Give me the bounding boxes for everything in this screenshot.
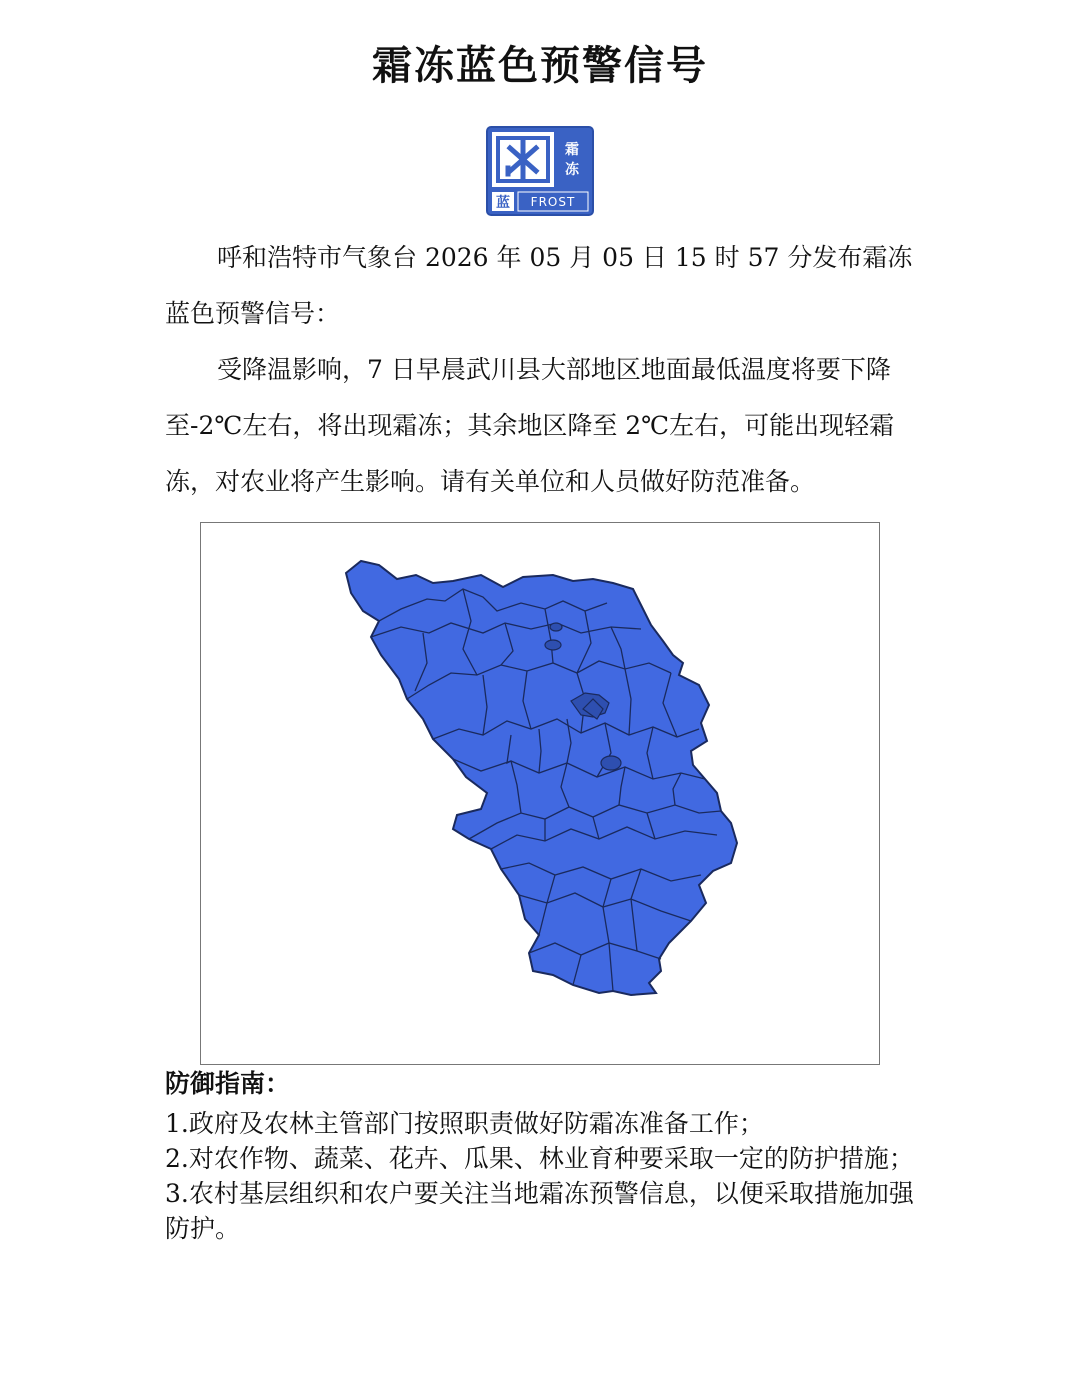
body-paragraph: 受降温影响，7 日早晨武川县大部地区地面最低温度将要下降至-2℃左右，将出现霜冻；其余地区降至 2℃左右，可能出现轻霜冻，对农业将产生影响。请有关单位和人员做好防范准备。 bbox=[165, 355, 895, 496]
issue-paragraph: 呼和浩特市气象台 2026 年 05 月 05 日 15 时 57 分发布霜冻蓝色预警信号： bbox=[165, 243, 913, 328]
guide-item: 2.对农作物、蔬菜、花卉、瓜果、林业育种要采取一定的防护措施； bbox=[165, 1144, 914, 1173]
guide-title: 防御指南： bbox=[165, 1069, 291, 1098]
icon-side-text-1: 霜 bbox=[565, 142, 579, 158]
page-title: 霜冻蓝色预警信号 bbox=[372, 43, 708, 89]
icon-label: FROST bbox=[530, 195, 576, 209]
icon-level-text: 蓝 bbox=[496, 195, 510, 211]
guide-item: 1.政府及农林主管部门按照职责做好防霜冻准备工作； bbox=[165, 1109, 764, 1138]
guide-item: 3.农村基层组织和农户要关注当地霜冻预警信息，以便采取措施加强防护。 bbox=[165, 1179, 914, 1243]
frost-blue-warning-icon bbox=[486, 126, 594, 216]
icon-side-text-2: 冻 bbox=[565, 162, 579, 178]
warning-map bbox=[200, 522, 880, 1065]
guide-list bbox=[165, 1106, 920, 1246]
